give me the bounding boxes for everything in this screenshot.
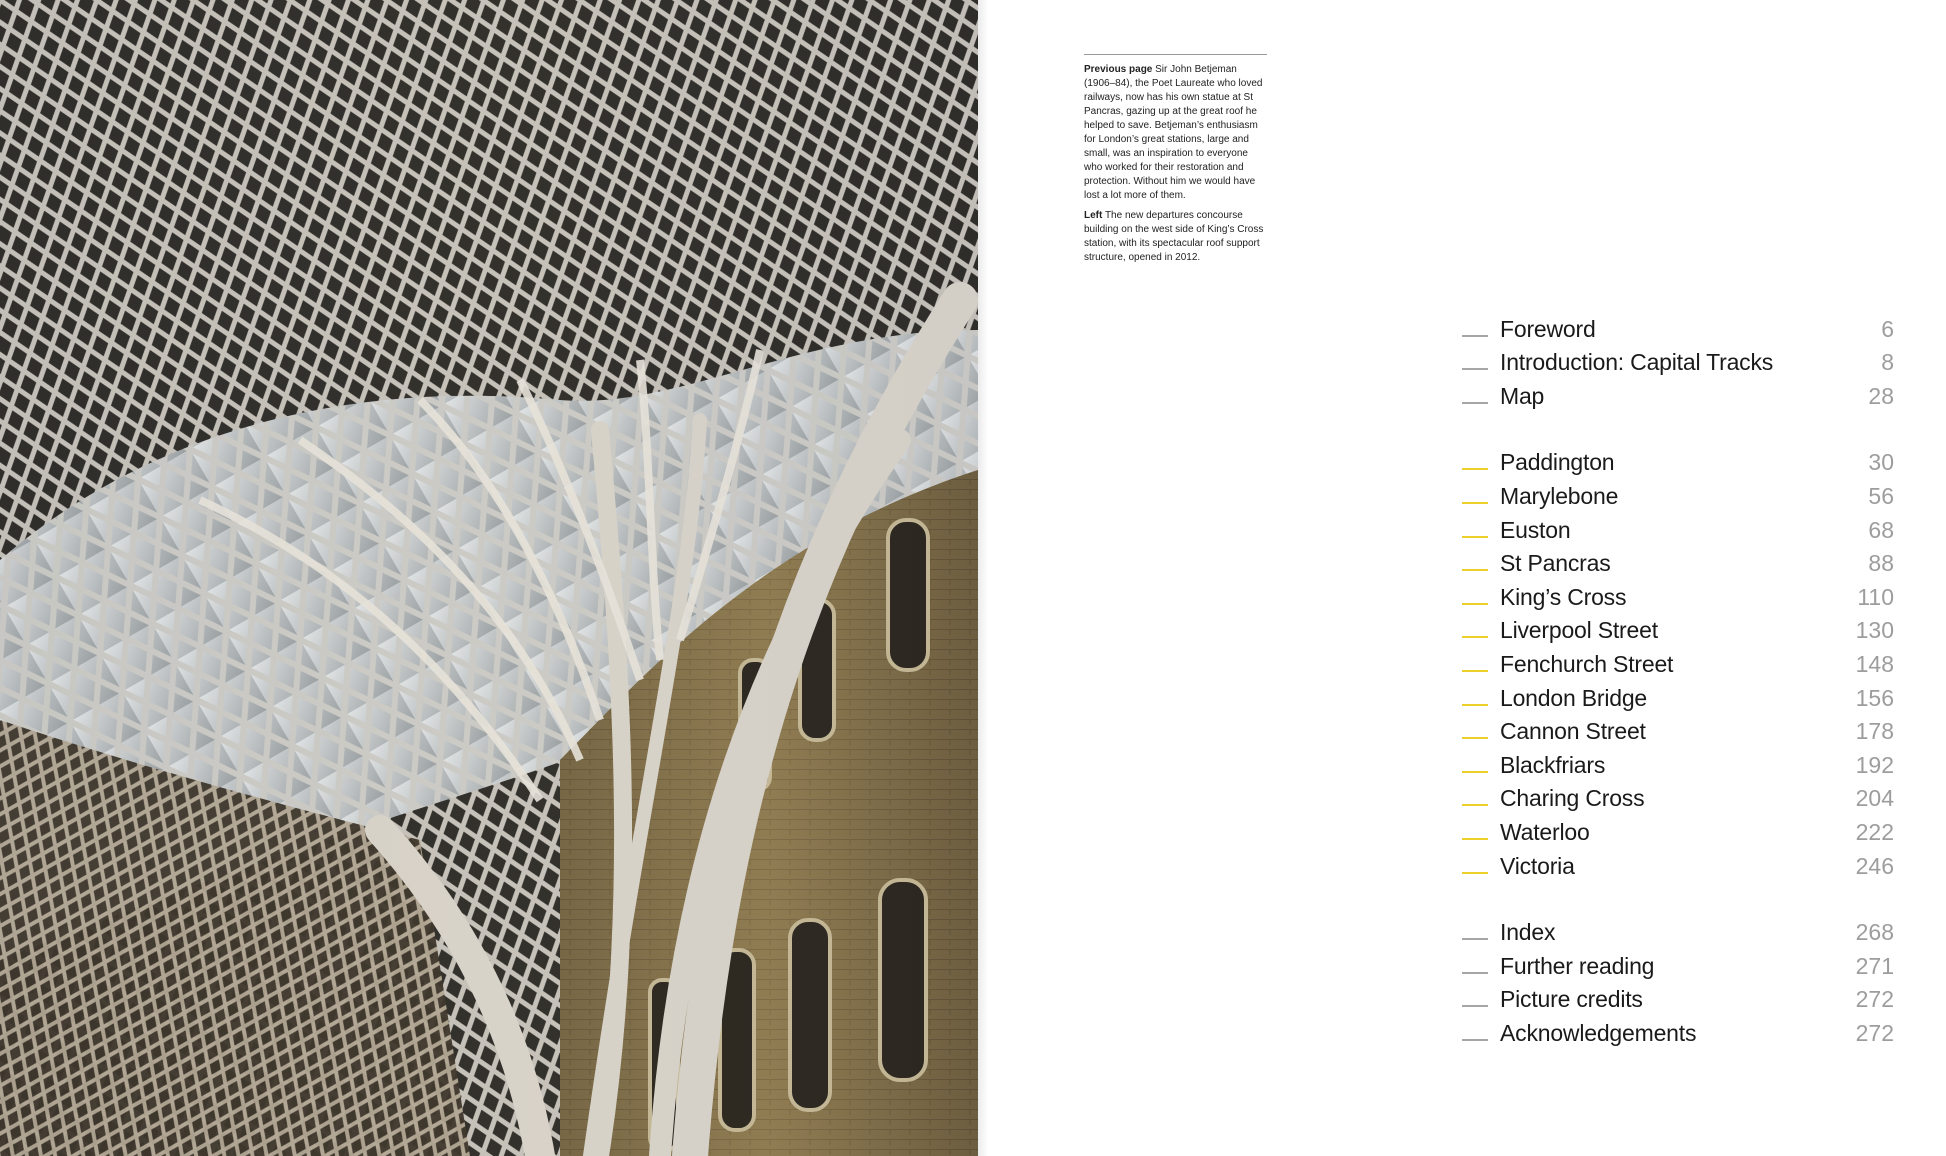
grey-dash-marker <box>1462 1005 1488 1007</box>
toc-entry-page: 272 <box>1855 986 1894 1013</box>
toc-entry-title: Further reading <box>1500 952 1655 979</box>
toc-entry-title: Blackfriars <box>1500 751 1606 778</box>
yellow-dash-marker <box>1462 872 1488 874</box>
toc-entry-title: Introduction: Capital Tracks <box>1500 349 1774 376</box>
toc-group-stations <box>1462 446 1894 883</box>
toc-entry-page: 246 <box>1855 852 1894 879</box>
yellow-dash-marker <box>1462 502 1488 504</box>
toc-entry-title: Acknowledgements <box>1500 1019 1697 1046</box>
toc-entry-acknowledgements[interactable] <box>1462 1016 1894 1050</box>
toc-entry-further-reading[interactable] <box>1462 949 1894 983</box>
toc-entry-blackfriars[interactable] <box>1462 748 1894 782</box>
toc-entry-marylebone[interactable] <box>1462 479 1894 513</box>
toc-entry-kings-cross[interactable] <box>1462 580 1894 614</box>
toc-entry-page: 56 <box>1868 482 1894 509</box>
toc-entry-foreword[interactable] <box>1462 312 1894 346</box>
toc-entry-title: Picture credits <box>1500 986 1643 1013</box>
grey-dash-marker <box>1462 972 1488 974</box>
toc-entry-page: 222 <box>1855 818 1894 845</box>
yellow-dash-marker <box>1462 771 1488 773</box>
toc-entry-page: 148 <box>1855 650 1894 677</box>
yellow-dash-marker <box>1462 569 1488 571</box>
page-gutter-shadow <box>978 0 988 1156</box>
toc-entry-page: 204 <box>1855 785 1894 812</box>
toc-entry-london-bridge[interactable] <box>1462 681 1894 715</box>
yellow-dash-marker <box>1462 838 1488 840</box>
toc-entry-map[interactable] <box>1462 379 1894 413</box>
toc-entry-victoria[interactable] <box>1462 849 1894 883</box>
toc-entry-title: Liverpool Street <box>1500 617 1658 644</box>
toc-entry-index[interactable] <box>1462 916 1894 950</box>
toc-entry-introduction[interactable] <box>1462 346 1894 380</box>
toc-entry-page: 271 <box>1855 952 1894 979</box>
toc-entry-page: 156 <box>1855 684 1894 711</box>
toc-entry-title: Victoria <box>1500 852 1575 879</box>
toc-entry-page: 192 <box>1855 751 1894 778</box>
toc-entry-title: Cannon Street <box>1500 718 1646 745</box>
toc-entry-cannon-street[interactable] <box>1462 715 1894 749</box>
yellow-dash-marker <box>1462 737 1488 739</box>
caption-left-text: The new departures concourse building on the west side of King’s Cross station, with its spectacular roof support structure, opened in 2012. <box>1084 210 1264 263</box>
table-of-contents <box>1462 312 1894 1083</box>
toc-entry-title: Paddington <box>1500 449 1615 476</box>
toc-entry-picture-credits[interactable] <box>1462 983 1894 1017</box>
yellow-dash-marker <box>1462 804 1488 806</box>
toc-entry-title: Charing Cross <box>1500 785 1645 812</box>
toc-entry-title: London Bridge <box>1500 684 1648 711</box>
toc-entry-st-pancras[interactable] <box>1462 547 1894 581</box>
toc-entry-title: King’s Cross <box>1500 583 1627 610</box>
toc-entry-page: 6 <box>1881 315 1894 342</box>
yellow-dash-marker <box>1462 468 1488 470</box>
toc-entry-page: 28 <box>1868 382 1894 409</box>
toc-entry-title: Foreword <box>1500 315 1596 342</box>
toc-entry-title: Waterloo <box>1500 818 1590 845</box>
photo-caption <box>1084 54 1267 271</box>
toc-entry-paddington[interactable] <box>1462 446 1894 480</box>
toc-entry-page: 110 <box>1857 583 1894 610</box>
toc-entry-page: 272 <box>1855 1019 1894 1046</box>
toc-entry-fenchurch-street[interactable] <box>1462 647 1894 681</box>
toc-entry-title: Index <box>1500 919 1556 946</box>
grey-dash-marker <box>1462 402 1488 404</box>
toc-entry-title: Fenchurch Street <box>1500 650 1674 677</box>
yellow-dash-marker <box>1462 536 1488 538</box>
toc-entry-page: 68 <box>1868 516 1894 543</box>
caption-previous-label: Previous page <box>1084 64 1153 75</box>
caption-left-label: Left <box>1084 210 1103 221</box>
toc-entry-liverpool-street[interactable] <box>1462 614 1894 648</box>
grey-dash-marker <box>1462 1039 1488 1041</box>
toc-entry-page: 88 <box>1868 550 1894 577</box>
grey-dash-marker <box>1462 938 1488 940</box>
yellow-dash-marker <box>1462 670 1488 672</box>
yellow-dash-marker <box>1462 636 1488 638</box>
caption-previous-page <box>1084 63 1267 203</box>
toc-entry-page: 268 <box>1855 919 1894 946</box>
caption-previous-text: Sir John Betjeman (1906–84), the Poet Laureate who loved railways, now has his own statue at St Pancras, gazing up at the great roof he helped to save. Betjeman’s enthusiasm for London’s great stations, large and small, was an inspiration to everyone who worked for their restoration and protection. Without him we would have lost a lot more of them. <box>1084 64 1263 201</box>
toc-entry-page: 8 <box>1881 349 1894 376</box>
toc-entry-title: St Pancras <box>1500 550 1611 577</box>
toc-entry-title: Map <box>1500 382 1545 409</box>
grey-dash-marker <box>1462 335 1488 337</box>
toc-entry-euston[interactable] <box>1462 513 1894 547</box>
toc-group-front-matter <box>1462 312 1894 413</box>
yellow-dash-marker <box>1462 603 1488 605</box>
toc-group-back-matter <box>1462 916 1894 1050</box>
toc-entry-page: 130 <box>1855 617 1894 644</box>
toc-entry-page: 178 <box>1855 718 1894 745</box>
toc-entry-page: 30 <box>1868 449 1894 476</box>
toc-entry-title: Marylebone <box>1500 482 1619 509</box>
caption-left <box>1084 209 1267 265</box>
grey-dash-marker <box>1462 368 1488 370</box>
toc-entry-charing-cross[interactable] <box>1462 782 1894 816</box>
toc-entry-waterloo[interactable] <box>1462 815 1894 849</box>
toc-entry-title: Euston <box>1500 516 1571 543</box>
yellow-dash-marker <box>1462 704 1488 706</box>
